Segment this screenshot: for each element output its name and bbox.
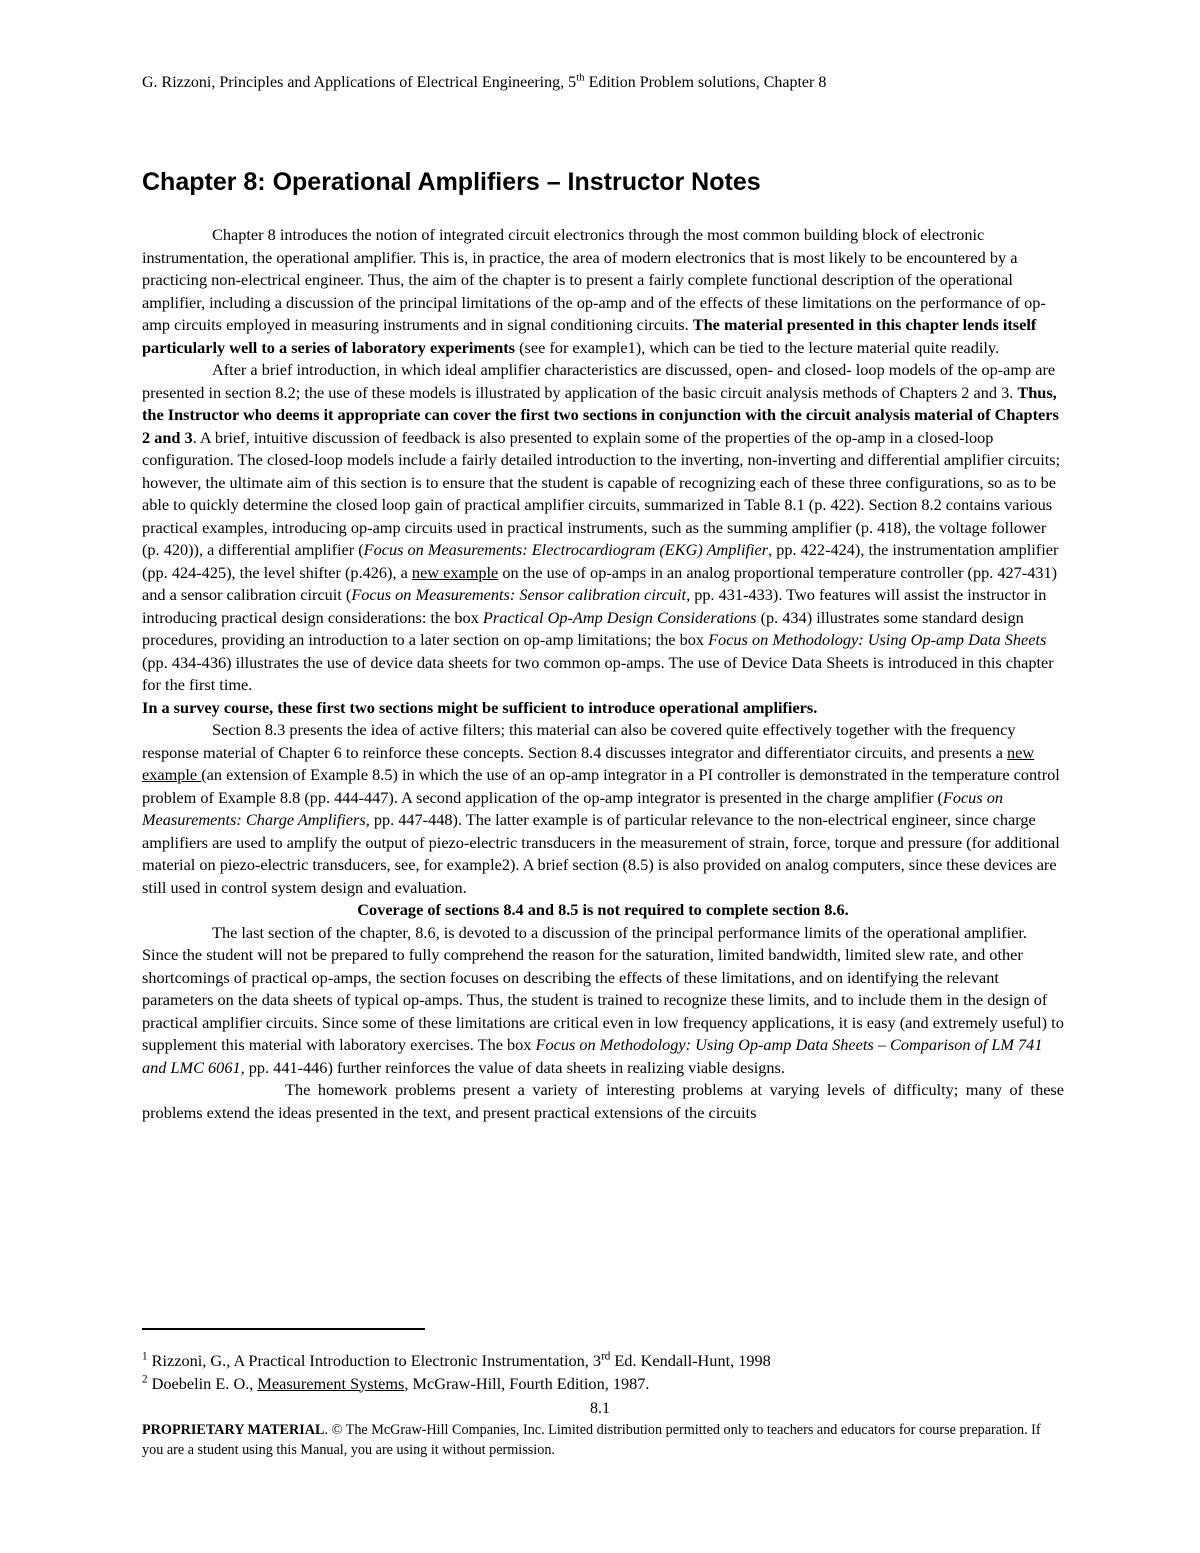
paragraph-sections: [142, 359, 1064, 697]
text-run: The last section of the chapter, 8.6, is devoted to a discussion of the principal performance limits of the operational amplifier. Since the student will not be prepared to fully comprehend the reason for the saturation, limited bandwidth, limited slew rate, and other shortcomings of practical op-amps, the section focuses on describing the effects of these limitations, and on identifying the relevant parameters on the data sheets of typical op-amps. Thus, the student is trained to recognize these limits, and to include them in the design of practical amplifier circuits. Since some of these limitations are critical even in low frequency applications, it is easy (and extremely useful) to supplement this material with laboratory exercises. The box: [142, 922, 1064, 1054]
paragraph-homework: The homework problems present a variety of interesting problems at varying levels of difficulty; many of these problems extend the ideas presented in the text, and present practical extensions of the circuits: [142, 1080, 1064, 1122]
bold-text: The material presented in this chapter lends itself particularly well to a series of laboratory experiments: [142, 315, 1037, 357]
text-run: Chapter 8 introduces the notion of integrated circuit electronics through the most common building block of electronic instrumentation, the operational amplifier. This is, in practice, the area of modern electronics that is most likely to be encountered by a practicing non-electrical engineer. Thus, the aim of the chapter is to present a fairly complete functional description of the operational amplifier, including a discussion of the principal limitations of the op-amp and of the effects of these limitations on the performance of op-amp circuits employed in measuring instruments and in signal conditioning circuits.: [142, 225, 1046, 334]
underlined-text: new example: [142, 742, 1035, 784]
survey-course-note: In a survey course, these first two sections might be sufficient to introduce operational amplifiers.: [142, 697, 818, 717]
text-run: pp. 441-446) further reinforces the value of data sheets in realizing viable designs.: [244, 1057, 785, 1077]
header-text-end: Edition Problem solutions, Chapter 8: [584, 74, 827, 91]
footnote-2: $^2$ Doebelin E. O., Measurement Systems, McGraw-Hill, Fourth Edition, 1987.: [142, 1373, 650, 1393]
paragraph-filters: [142, 719, 1064, 899]
footnote-marker: 2: [142, 1373, 148, 1386]
text-run: (p. 434) illustrates some standard design procedures, providing an introduction to a later section on op-amp limitations; the box: [142, 607, 1024, 649]
text-run: (see for example1), which can be tied to the lecture material quite readily.: [515, 337, 1000, 357]
italic-text: Focus on Methodology: Using Op-amp Data Sheets – Comparison of LM 741 and LMC 6061,: [142, 1035, 1043, 1077]
text-run: After a brief introduction, in which ideal amplifier characteristics are discussed, open- and closed- loop models of the op-amp are presented in section 8.2; the use of these models is illustrated by application of the basic circuit analysis methods of Chapters 2 and 3.: [142, 360, 1056, 402]
header-superscript: th: [576, 71, 585, 84]
coverage-note: Coverage of sections 8.4 and 8.5 is not required to complete section 8.6.: [357, 900, 849, 919]
underlined-text: Measurement Systems: [257, 1373, 405, 1393]
paragraph-limits: [142, 922, 1064, 1080]
page-number: 8.1: [590, 1400, 610, 1417]
header-text: G. Rizzoni, Principles and Applications of Electrical Engineering, 5: [142, 74, 577, 91]
proprietary-label: PROPRIETARY MATERIAL: [142, 1422, 325, 1438]
text-run: (pp. 434-436) illustrates the use of device data sheets for two common op-amps. The use of Device Data Sheets is introduced in this chapter for the first time.: [142, 652, 1054, 694]
text-run: . A brief, intuitive discussion of feedback is also presented to explain some of the properties of the op-amp in a closed-loop configuration. The closed-loop models include a fairly detailed introduction to the inverting, non-inverting and differential amplifier circuits; however, the ultimate aim of this section is to ensure that the student is capable of recognizing each of these three configurations, so as to be able to quickly determine the closed loop gain of practical amplifier circuits, summarized in Table 8.1 (p. 422). Section 8.2 contains various practical examples, introducing op-amp circuits used in practical instruments, such as the summing amplifier (p. 418), the voltage follower (p. 420)), a differential amplifier (: [142, 427, 1061, 559]
italic-text: Focus on Methodology: Using Op-amp Data Sheets: [708, 630, 1047, 649]
chapter-title: Chapter 8: Operational Amplifiers – Instructor Notes: [142, 168, 761, 196]
italic-text: Focus on Measurements: Charge Amplifiers,: [142, 787, 1004, 829]
running-header: [142, 72, 1082, 94]
underlined-text: new example: [411, 562, 499, 582]
text-run: pp. 447-448). The latter example is of particular relevance to the non-electrical engineer, since charge amplifiers are used to amplify the output of piezo-electric transducers in the measurement of strain, force, torque and pressure (for additional material on piezo-electric transducers, see, for example2). A brief section (8.5) is also provided on analog computers, since these devices are still used in control system design and evaluation.: [142, 810, 1060, 897]
footnotes: [142, 1350, 1082, 1395]
italic-text: Focus on Measurements: Electrocardiogram (EKG) Amplifier: [363, 540, 769, 559]
text-run: Section 8.3 presents the idea of active filters; this material can also be covered quite effectively together with the frequency response material of Chapter 6 to reinforce these concepts. Section 8.4 discusses integrator and differentiator circuits, and presents a: [142, 720, 1016, 762]
italic-text: Practical Op-Amp Design Considerations: [482, 607, 757, 627]
footnote-1: $^1$ Rizzoni, G., A Practical Introduction to Electronic Instrumentation, 3rd Ed. Kendall-Hunt, 1998: [142, 1350, 771, 1370]
bold-text: Thus, the Instructor who deems it appropriate can cover the first two sections in conjunction with the circuit analysis material of Chapters 2 and 3: [142, 382, 1059, 447]
text-run: pp. 431-433). Two features will assist the instructor in introducing practical design considerations: the box: [142, 585, 1047, 627]
paragraph-intro: [142, 224, 1064, 359]
text-run: , pp. 422-424), the instrumentation amplifier (pp. 424-425), the level shifter (p.426), a: [142, 540, 1059, 582]
italic-text: Focus on Measurements: Sensor calibration circuit,: [351, 585, 691, 604]
text-run: on the use of op-amps in an analog proportional temperature controller (pp. 427-431) and a sensor calibration circuit (: [142, 562, 1058, 604]
footnote-marker: 1: [142, 1350, 148, 1363]
footnote-separator: [142, 1328, 425, 1330]
body-text: [142, 224, 1064, 1124]
text-run: (an extension of Example 8.5) in which the use of an op-amp integrator in a PI controller is demonstrated in the temperature control problem of Example 8.8 (pp. 444-447). A second application of the op-amp integrator is presented in the charge amplifier (: [142, 765, 1060, 807]
proprietary-notice: PROPRIETARY MATERIAL. © The McGraw-Hill Companies, Inc. Limited distribution permitted only to teachers and educators for course preparation. If you are a student using this Manual, you are using it without permission.: [142, 1422, 1041, 1458]
